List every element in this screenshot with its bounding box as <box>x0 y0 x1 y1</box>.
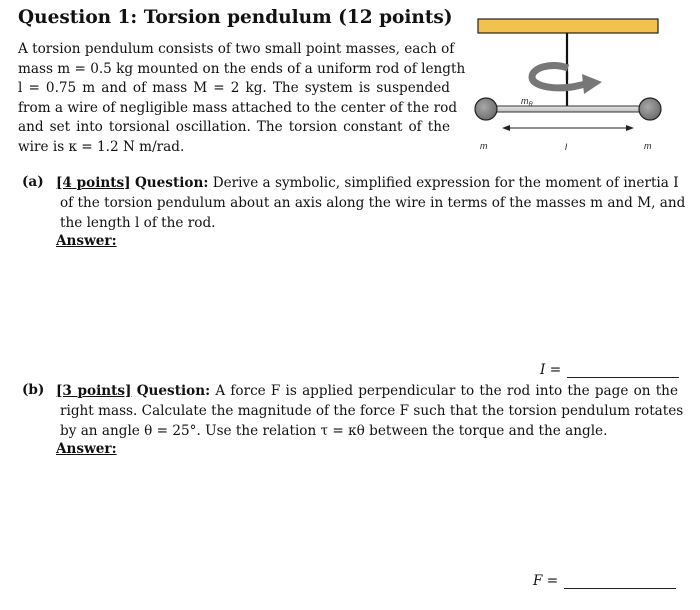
part-a-answer-label: Answer: <box>56 233 117 249</box>
part-a-answer-line[interactable] <box>567 363 679 378</box>
part-b-line: [3 points] Question: A force F is applied perpendicular to the rod into the page on the <box>56 383 678 399</box>
rotation-arrow-head <box>582 74 602 94</box>
intro-line: from a wire of negligible mass attached to the center of the rod <box>18 99 458 116</box>
part-a-label: (a) <box>22 174 44 190</box>
left-mass <box>475 98 497 120</box>
part-a-blank-label: I = <box>540 362 562 378</box>
part-a-blank[interactable] <box>540 362 679 378</box>
part-b-line: right mass. Calculate the magnitude of the force F such that the torsion pendulum rotates <box>60 402 684 419</box>
left-mass-label: m <box>480 141 488 151</box>
rod <box>496 106 648 112</box>
rod-mass-label: $m_R$ <box>521 96 533 108</box>
intro-line: mass m = 0.5 kg mounted on the ends of a uniform rod of length <box>18 60 466 77</box>
part-b-label: (b) <box>22 382 45 398</box>
question-title: Question 1: Torsion pendulum (12 points) <box>18 7 453 28</box>
ceiling-bar <box>478 19 658 33</box>
question-intro <box>18 40 466 158</box>
intro-line: l = 0.75 m and of mass M = 2 kg. The system is suspended <box>18 80 450 97</box>
rotation-arrow <box>532 66 586 88</box>
part-a-line: the length l of the rod. <box>60 214 216 231</box>
part-b-answer-line[interactable] <box>564 574 676 589</box>
right-mass-label: m <box>644 141 652 151</box>
part-b-answer-label: Answer: <box>56 441 117 457</box>
part-b-blank[interactable] <box>533 573 676 589</box>
intro-line: A torsion pendulum consists of two small point masses, each of <box>18 41 455 57</box>
torsion-pendulum-figure <box>470 10 692 160</box>
part-b-line: by an angle θ = 25°. Use the relation τ = κθ between the torque and the angle. <box>60 422 608 439</box>
part-a-body <box>56 174 686 233</box>
intro-line: wire is κ = 1.2 N m/rad. <box>18 138 185 155</box>
intro-line: and set into torsional oscillation. The torsion constant of the <box>18 119 450 136</box>
length-label: l <box>565 142 567 152</box>
part-a-line: [4 points] Question: Derive a symbolic, simplified expression for the moment of inertia I <box>56 175 679 191</box>
right-mass <box>639 98 661 120</box>
part-b-blank-label: F = <box>533 573 559 589</box>
part-b-body <box>56 382 684 441</box>
part-a-line: of the torsion pendulum about an axis along the wire in terms of the masses m and M, and <box>60 194 686 211</box>
